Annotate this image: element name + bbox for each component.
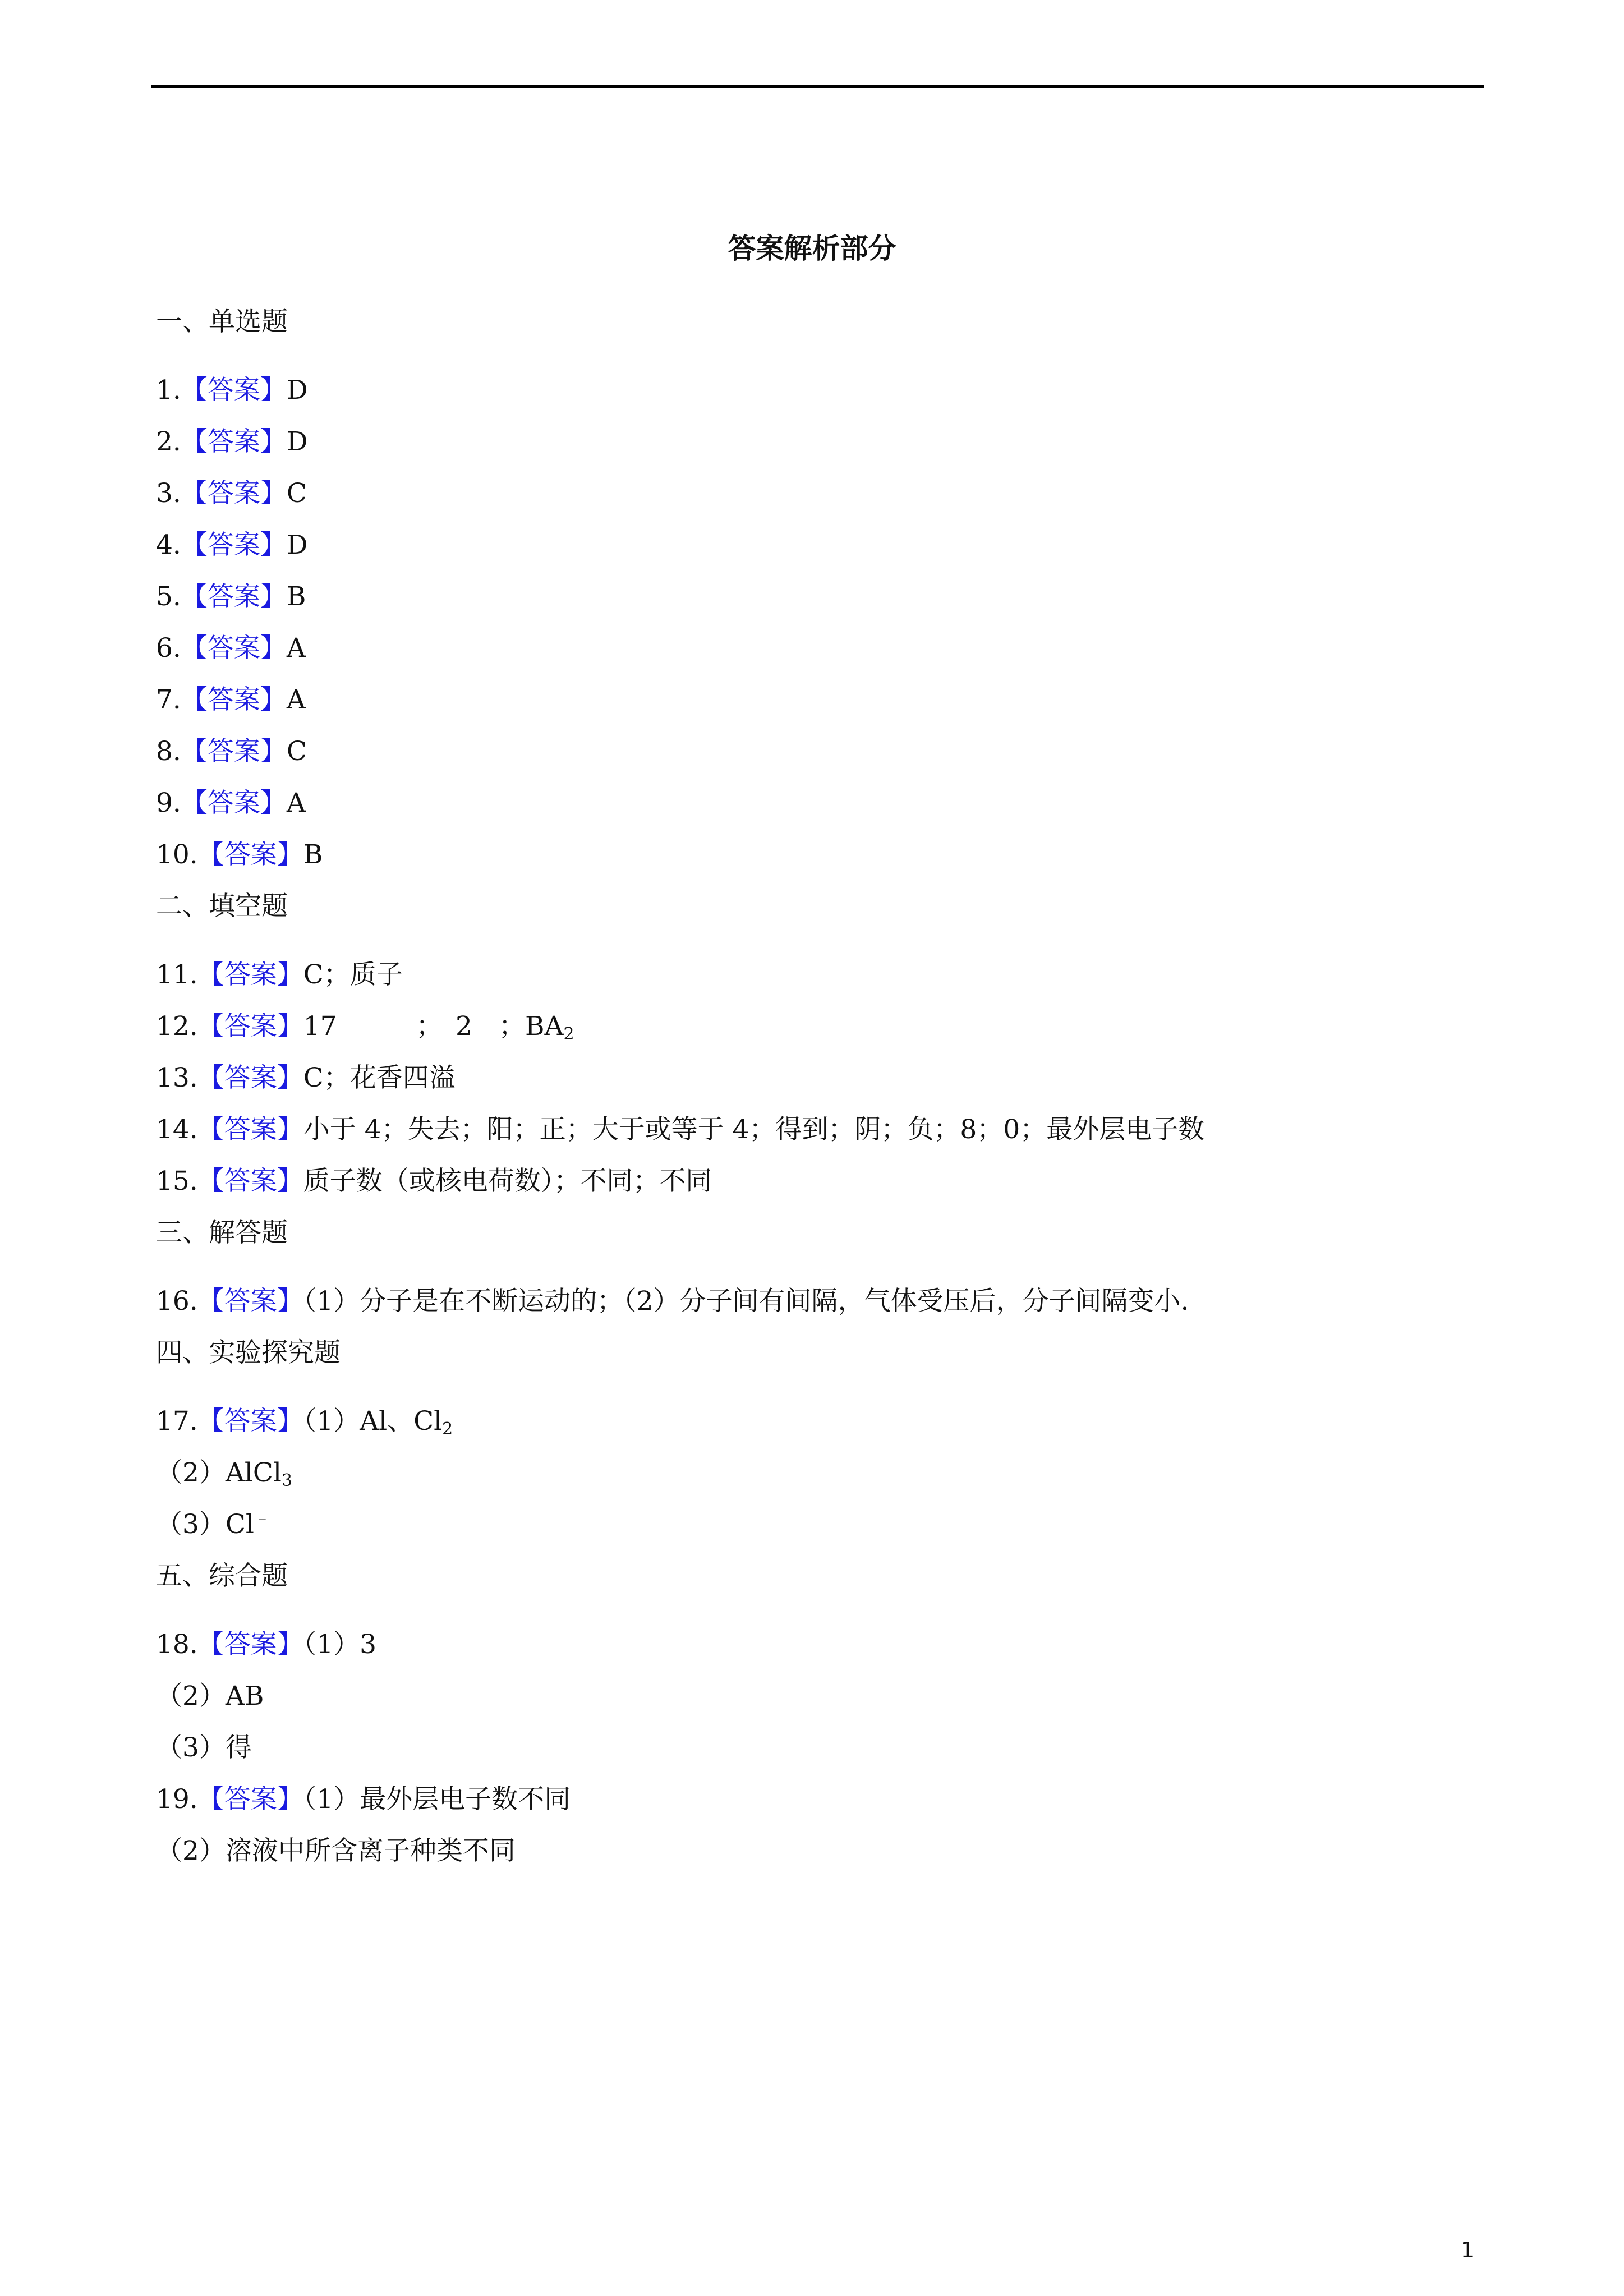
answer-tag: 【答案】: [197, 1286, 303, 1317]
answer-value: D: [286, 530, 308, 560]
answer-content: [156, 296, 1480, 1877]
answer-value: 质子数（或核电荷数）；不同；不同: [303, 1166, 712, 1197]
answer-value: B: [286, 581, 306, 612]
subscript: 3: [281, 1471, 292, 1490]
answer-tag: 【答案】: [197, 1062, 303, 1093]
answer-line-19: 19.【答案】（1）最外层电子数不同: [156, 1784, 571, 1815]
answer-tag: 【答案】: [197, 1011, 303, 1042]
answer-tag: 【答案】: [181, 788, 287, 818]
subscript: 2: [563, 1024, 574, 1044]
header-rule: [151, 85, 1484, 88]
answer-line-7: 7.【答案】A: [156, 684, 306, 715]
answer-tag: 【答案】: [197, 1114, 303, 1145]
section-heading-comprehensive: 五、综合题: [156, 1561, 288, 1591]
answer-value: D: [286, 426, 308, 457]
answer-value: 小于 4；失去；阳；正；大于或等于 4；得到；阴；负；8；0；最外层电子数: [303, 1114, 1205, 1145]
answer-line-17-part-2: [156, 1447, 1480, 1499]
answer-line-5: 5.【答案】B: [156, 581, 306, 612]
answer-tag: 【答案】: [181, 426, 287, 457]
answer-line-8: 8.【答案】C: [156, 736, 307, 767]
answer-line-9: 9.【答案】A: [156, 788, 306, 818]
answer-value: C；质子: [303, 959, 403, 990]
section-heading-experiment: 四、实验探究题: [156, 1337, 341, 1368]
answer-line-18-part-2: （2）AB: [156, 1681, 264, 1711]
answer-line-10: 10.【答案】B: [156, 839, 323, 870]
answer-value: A: [286, 684, 306, 715]
answer-line-1: 1.【答案】D: [156, 375, 308, 406]
answer-line-6: 6.【答案】A: [156, 633, 306, 664]
answer-line-14: 14.【答案】小于 4；失去；阳；正；大于或等于 4；得到；阴；负；8；0；最外层电子数: [156, 1114, 1205, 1145]
section-heading-single-choice: 一、单选题: [156, 306, 288, 337]
answer-value: C: [286, 478, 307, 509]
answer-line-18: 18.【答案】（1）3: [156, 1629, 377, 1660]
answer-tag: 【答案】: [181, 633, 287, 664]
answer-tag: 【答案】: [197, 1166, 303, 1197]
section-heading-fill-blank: 二、填空题: [156, 891, 288, 922]
answer-tag: 【答案】: [181, 581, 287, 612]
answer-value: （2）AlCl: [156, 1457, 282, 1488]
answer-value: （1）最外层电子数不同: [303, 1784, 571, 1815]
page-title: 答案解析部分: [728, 232, 896, 265]
section-heading-short-answer: 三、解答题: [156, 1217, 288, 1248]
answer-line-19-part-2: （2）溶液中所含离子种类不同: [156, 1835, 516, 1866]
answer-line-2: 2.【答案】D: [156, 426, 308, 457]
answer-value: A: [286, 633, 306, 664]
answer-tag: 【答案】: [181, 478, 287, 509]
answer-tag: 【答案】: [197, 959, 303, 990]
answer-line-12: 12.【答案】17 ； 2 ；$BA_2$: [156, 1011, 574, 1044]
answer-value: C: [286, 736, 307, 767]
answer-line-4: 4.【答案】D: [156, 530, 308, 560]
answer-value: （1）3: [303, 1629, 377, 1660]
answer-value: D: [286, 375, 308, 406]
answer-tag: 【答案】: [181, 375, 287, 406]
answer-value: A: [286, 788, 306, 818]
answer-line-18-part-3: （3）得: [156, 1732, 252, 1763]
answer-line-3: 3.【答案】C: [156, 478, 307, 509]
superscript: ﹣: [254, 1508, 271, 1527]
answer-line-17: 17.【答案】（1）Al、$Cl_2$: [156, 1406, 453, 1439]
subscript: 2: [442, 1419, 453, 1439]
answer-value: 17 ； 2 ；BA: [303, 1011, 564, 1042]
answer-value: B: [303, 839, 323, 870]
page-number: 1: [1460, 2238, 1474, 2262]
answer-value: C；花香四溢: [303, 1062, 456, 1093]
answer-tag: 【答案】: [197, 1406, 303, 1437]
answer-line-17-part-3: [156, 1499, 1480, 1550]
answer-tag: 【答案】: [197, 1784, 303, 1815]
answer-tag: 【答案】: [181, 530, 287, 560]
answer-line-13: 13.【答案】C；花香四溢: [156, 1062, 456, 1093]
answer-value: （3）Cl: [156, 1509, 254, 1540]
answer-value: （1）分子是在不断运动的；（2）分子间有间隔，气体受压后，分子间隔变小.: [303, 1286, 1189, 1317]
answer-tag: 【答案】: [197, 1629, 303, 1660]
answer-tag: 【答案】: [181, 736, 287, 767]
answer-value: （1）Al、Cl: [303, 1406, 443, 1437]
answer-line-16: 16.【答案】（1）分子是在不断运动的；（2）分子间有间隔，气体受压后，分子间隔变小.: [156, 1286, 1189, 1317]
answer-line-11: 11.【答案】C；质子: [156, 959, 403, 990]
answer-line-15: 15.【答案】质子数（或核电荷数）；不同；不同: [156, 1166, 712, 1197]
answer-tag: 【答案】: [181, 684, 287, 715]
answer-tag: 【答案】: [197, 839, 303, 870]
